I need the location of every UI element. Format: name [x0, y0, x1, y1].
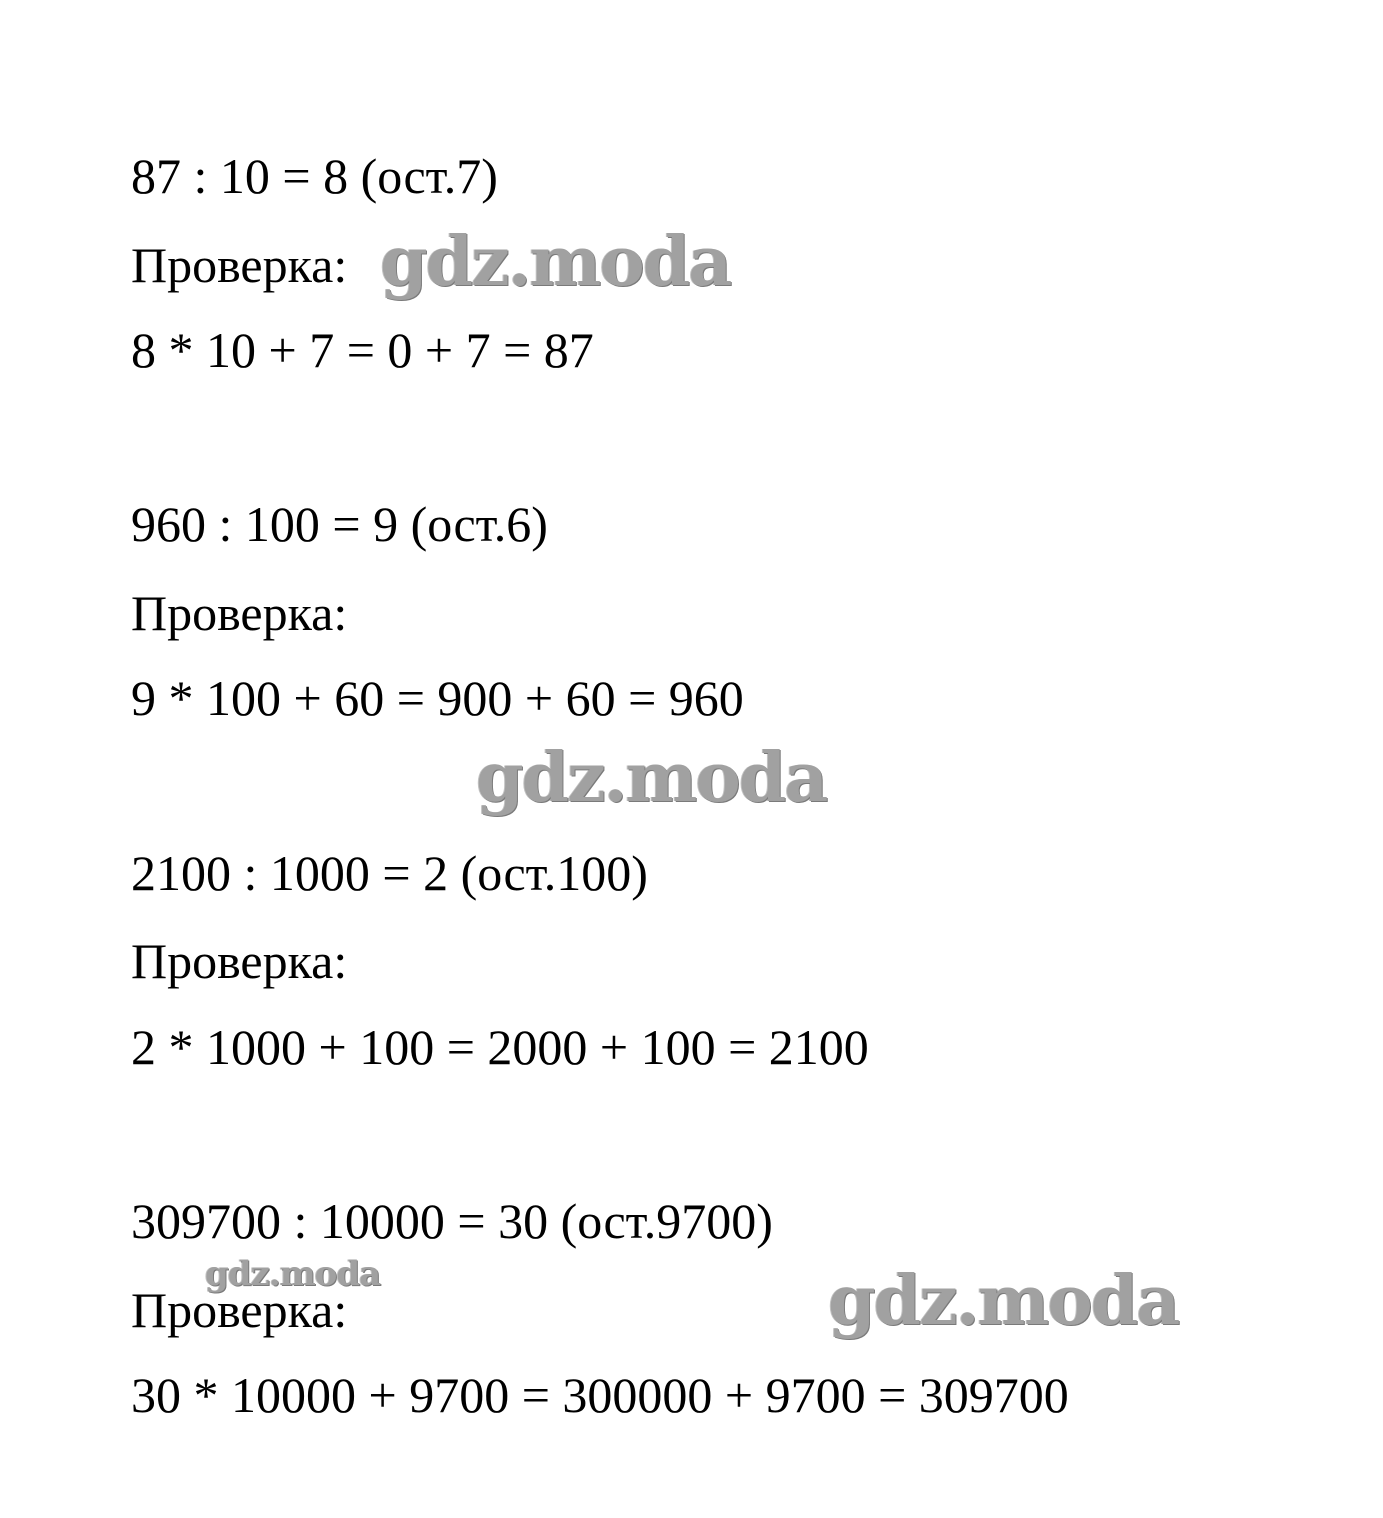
division-line-2: 960 : 100 = 9 (ост.6) — [131, 496, 548, 552]
watermark-1: gdz.moda — [380, 222, 731, 302]
check-label-2: Проверка: — [131, 585, 348, 641]
check-line-4: 30 * 10000 + 9700 = 300000 + 9700 = 309700 — [131, 1367, 1069, 1423]
check-line-3: 2 * 1000 + 100 = 2000 + 100 = 2100 — [131, 1019, 869, 1075]
check-label-1: Проверка: — [131, 237, 348, 293]
watermark-4: gdz.moda — [828, 1261, 1179, 1341]
check-line-1: 8 * 10 + 7 = 0 + 7 = 87 — [131, 322, 594, 378]
check-line-2: 9 * 100 + 60 = 900 + 60 = 960 — [131, 670, 744, 726]
division-line-3: 2100 : 1000 = 2 (ост.100) — [131, 845, 648, 901]
watermark-2: gdz.moda — [476, 738, 827, 818]
watermark-3: gdz.moda — [205, 1254, 381, 1294]
division-line-1: 87 : 10 = 8 (ост.7) — [131, 148, 498, 204]
check-label-3: Проверка: — [131, 933, 348, 989]
division-line-4: 309700 : 10000 = 30 (ост.9700) — [131, 1193, 773, 1249]
check-label-4: Проверка: — [131, 1282, 348, 1338]
